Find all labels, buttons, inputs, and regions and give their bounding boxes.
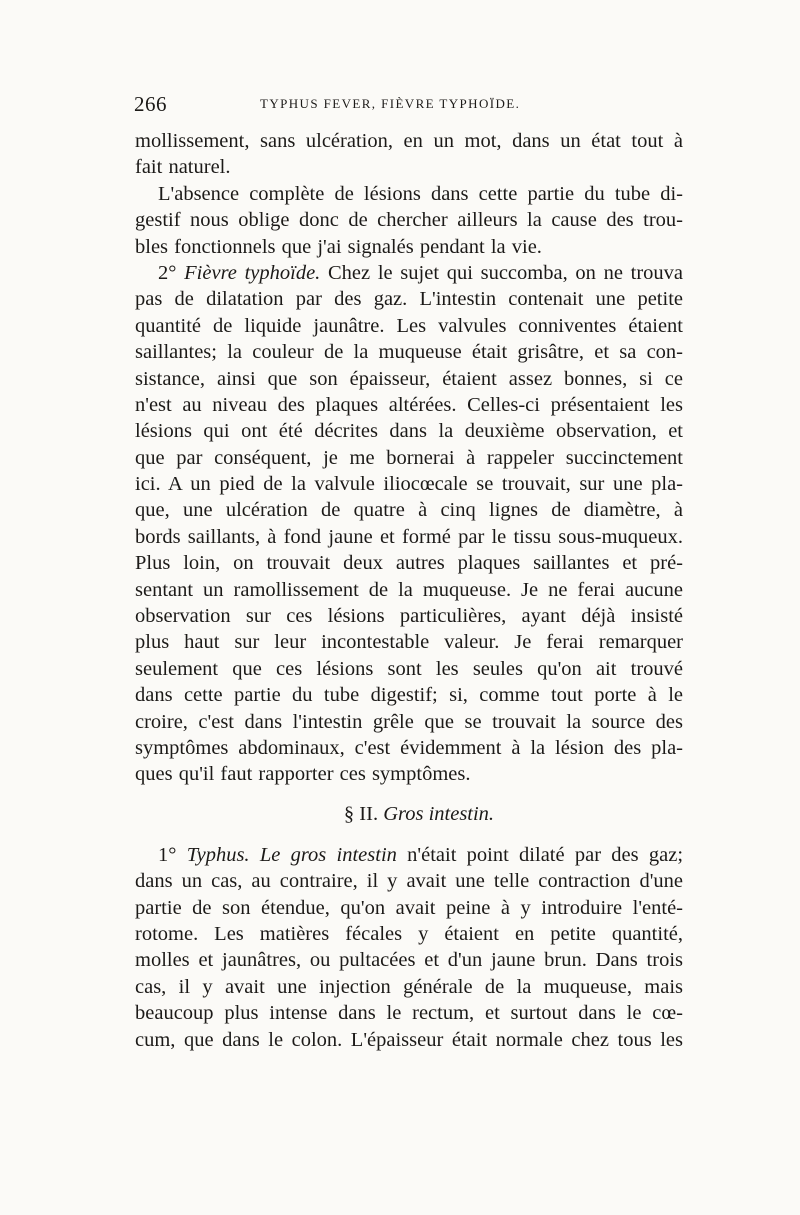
text-line: beaucoup plus intense dans le rectum, et surtout dans le cœ- [135, 1002, 683, 1025]
paragraph-number: 2° [158, 261, 177, 284]
running-head: TYPHUS FEVER, FIÈVRE TYPHOÏDE. [260, 96, 521, 111]
text-line: dans cette partie du tube digestif; si, comme tout porte à le [135, 684, 683, 707]
text-line: dans un cas, au contraire, il y avait une telle contraction d'une [135, 870, 683, 893]
text-line: que, une ulcération de quatre à cinq lignes de diamètre, à [135, 499, 683, 522]
text-line: saillantes; la couleur de la muqueuse était grisâtre, et sa con- [135, 341, 683, 364]
paragraph-number: 1° [158, 843, 177, 866]
text-line: lésions qui ont été décrites dans la deuxième observation, et [135, 420, 683, 443]
text-line: ques qu'il faut rapporter ces symptômes. [135, 763, 471, 786]
page-header [134, 92, 684, 122]
text-run: Chez le sujet qui succomba, on ne trouva [328, 261, 684, 284]
text-line: cas, il y avait une injection générale de la muqueuse, mais [135, 975, 683, 998]
text-line: cum, que dans le colon. L'épaisseur était normale chez tous les [135, 1028, 683, 1051]
page-number: 266 [134, 92, 167, 116]
text-line: molles et jaunâtres, ou pultacées et d'un jaune brun. Dans trois [135, 949, 683, 972]
paragraph-lead-line [135, 842, 683, 868]
text-line: observation sur ces lésions particulières, ayant déjà insisté [135, 605, 683, 628]
text-line: fait naturel. [135, 156, 231, 179]
text-line: n'est au niveau des plaques altérées. Celles-ci présentaient les [135, 393, 683, 416]
text-line: croire, c'est dans l'intestin grêle que se trouvait la source des [135, 710, 683, 733]
section-marker: § II. [343, 802, 379, 825]
text-line: mollissement, sans ulcération, en un mot, dans un état tout à [135, 130, 683, 152]
text-line: bords saillants, à fond jaune et formé par le tissu sous-muqueux. [135, 525, 683, 548]
text-line: symptômes abdominaux, c'est évidemment à la lésion des pla- [135, 736, 683, 759]
text-line: sentant un ramollissement de la muqueuse. Je ne ferai aucune [135, 578, 683, 601]
text-line: que par conséquent, je me bornerai à rappeler succinctement [135, 446, 683, 469]
text-line: bles fonctionnels que j'ai signalés pendant la vie. [135, 235, 542, 258]
text-line: partie de son étendue, qu'on avait peine à y introduire l'enté- [135, 896, 683, 919]
text-line: L'absence complète de lésions dans cette partie du tube di- [158, 182, 683, 205]
text-line: quantité de liquide jaunâtre. Les valvules conniventes étaient [135, 314, 683, 337]
text-line: gestif nous oblige donc de chercher ailleurs la cause des trou- [135, 209, 683, 232]
text-line: seulement que ces lésions sont les seules qu'on ait trouvé [135, 657, 683, 680]
paragraph-subject: Le gros intestin [259, 843, 397, 866]
text-line: plus haut sur leur incontestable valeur. Je ferai remarquer [135, 631, 683, 654]
text-line: ici. A un pied de la valvule iliocœcale se trouvait, sur une pla- [135, 473, 683, 496]
paragraph-title: Fièvre typhoïde. [184, 261, 321, 284]
body-text [135, 128, 683, 1053]
text-line: sistance, ainsi que son épaisseur, étaient assez bonnes, si ce [135, 367, 683, 390]
section-heading [135, 794, 683, 838]
text-run: n'était point dilaté par des gaz; [407, 843, 684, 866]
text-line: Plus loin, on trouvait deux autres plaques saillantes et pré- [135, 552, 683, 575]
paragraph-lead-line [135, 260, 683, 286]
paragraph-title: Typhus. [186, 843, 250, 866]
text-line: pas de dilatation par des gaz. L'intestin contenait une petite [135, 288, 683, 311]
section-title: Gros intestin. [383, 802, 495, 825]
text-line: rotome. Les matières fécales y étaient en petite quantité, [135, 922, 683, 945]
